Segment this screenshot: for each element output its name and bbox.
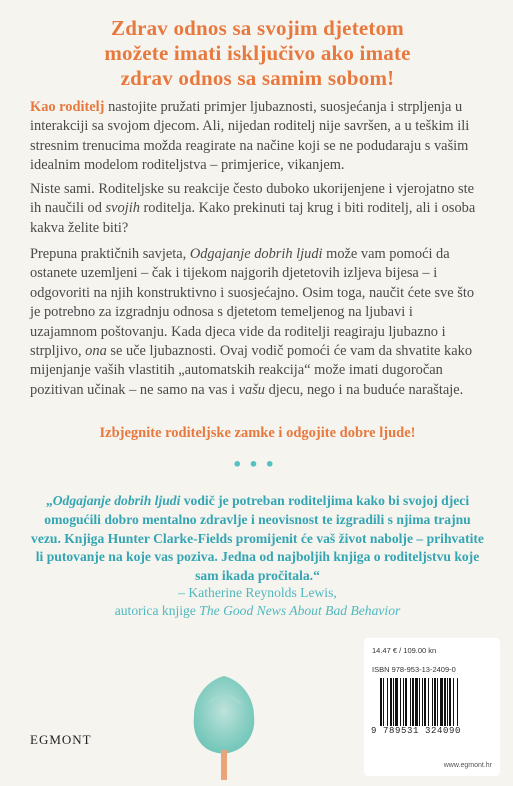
- barcode-bar: [390, 678, 392, 726]
- endorser-role-text: autorica knjige: [114, 603, 200, 618]
- isbn-label: ISBN 978-953-13-2409-0: [372, 665, 456, 674]
- barcode-bar: [400, 678, 401, 726]
- quote-text: vodič je potreban roditeljima kako bi svojoj djeci omogućili dobro mentalno zdravlje i neovisnost te izgradili s njima trajnu vezu. Knjiga Hunter Clarke-Fields promijenit će vaš život nabolje – prihvatite li putovanje na koje vas poziva. Jedna od najboljih knjiga o roditeljstvu koje sam ikada pročitala.“: [31, 493, 484, 584]
- barcode-bar: [453, 678, 454, 726]
- barcode-bar: [424, 678, 426, 726]
- headline: [30, 16, 485, 91]
- barcode-bar: [383, 678, 384, 726]
- headline-line-1: Zdrav odnos sa svojim djetetom: [111, 16, 404, 40]
- ornament-dots: •••: [232, 455, 281, 474]
- barcode-bar: [410, 678, 411, 726]
- ean-number: 9 789531 324090: [371, 726, 462, 736]
- barcode-bar: [387, 678, 388, 726]
- barcode-bar: [440, 678, 443, 726]
- paragraph-description: [30, 245, 482, 400]
- endorsement-attribution: [30, 584, 485, 620]
- paragraph-text: roditelja. Kako prekinuti taj krug i biti roditelj, ali i osoba kakva želite biti?: [30, 200, 476, 236]
- endorser-role: [30, 602, 485, 620]
- endorsement-quote: [30, 492, 485, 586]
- publisher-logo: EGMONT: [30, 732, 92, 747]
- barcode: [378, 678, 488, 726]
- barcode-bar: [419, 678, 420, 726]
- barcode-bar: [457, 678, 458, 726]
- price-label: 14.47 € / 109.00 kn: [372, 646, 437, 655]
- barcode-bar: [422, 678, 423, 726]
- headline-line-3: zdrav odnos sa samim sobom!: [120, 66, 395, 90]
- paragraph-intro: [30, 98, 482, 176]
- emphasis: ona: [85, 343, 107, 360]
- book-title: Odgajanje dobrih ljudi: [189, 246, 323, 262]
- quote-mark: „: [45, 493, 53, 508]
- paragraph-text: može vam pomoći da ostanete uzemljeni – čak i tijekom najgorih djetetovih izljeva bijesa – i odgovoriti na njih konstruktivno i suosjećajno. Osim toga, naučit ćete sve što je potrebno za izgradnju odnosa s djetetom temeljenog na ljubavi i uzajamnom poštovanju. Kada djeca vide da roditelji reagiraju ljubazno i strpljivo,: [30, 246, 475, 360]
- paragraph-not-alone: [30, 180, 482, 238]
- barcode-bar: [434, 678, 436, 726]
- emphasis: svojih: [105, 200, 140, 217]
- call-to-action: Izbjegnite roditeljske zamke i odgojite dobre ljude!: [99, 425, 416, 441]
- paragraph-text: se uče ljubaznosti. Ovaj vodič pomoći će vam da shvatite kako mijenjanje vaših vlastitih „automatskih reakcija“ može imati dugoročan pozitivan učinak – ne samo na vas i: [30, 343, 473, 398]
- barcode-bar: [449, 678, 451, 726]
- barcode-bar: [395, 678, 398, 726]
- paragraph-lead: Kao roditelj: [30, 99, 105, 115]
- barcode-bar: [444, 678, 446, 726]
- paragraph-text: Niste sami. Roditeljske su reakcije često duboko ukorijenjene i vjerojatno ste ih naučili od: [30, 181, 475, 217]
- barcode-bar: [405, 678, 407, 726]
- barcode-bar: [428, 678, 429, 726]
- barcode-bar: [437, 678, 438, 726]
- barcode-bar: [415, 678, 418, 726]
- endorser-book-title: The Good News About Bad Behavior: [199, 603, 401, 618]
- barcode-bar: [412, 678, 414, 726]
- barcode-bar: [432, 678, 433, 726]
- tree-illustration: [188, 672, 260, 782]
- barcode-bar: [380, 678, 382, 726]
- paragraph-text: nastojite pružati primjer ljubaznosti, suosjećanja i strpljenja u interakciji sa svojom djecom. Ali, nijedan roditelj nije savršen, a u teškim ili stresnim trenucima možda reagirate na načine koji se ne podudaraju s vašim idealnim modelom roditeljstva – primjerice, vikanjem.: [30, 99, 470, 174]
- barcode-bar: [447, 678, 448, 726]
- barcode-bar: [403, 678, 404, 726]
- headline-line-2: možete imati isključivo ako imate: [104, 41, 411, 65]
- website-url: www.egmont.hr: [443, 762, 492, 769]
- emphasis: vašu: [238, 381, 265, 398]
- endorser-name: – Katherine Reynolds Lewis,: [178, 585, 337, 600]
- paragraph-text: djecu, nego i na buduće naraštaje.: [265, 381, 464, 398]
- paragraph-text: Prepuna praktičnih savjeta,: [30, 246, 190, 262]
- book-title: Odgajanje dobrih ljudi: [52, 493, 181, 508]
- barcode-bar: [393, 678, 394, 726]
